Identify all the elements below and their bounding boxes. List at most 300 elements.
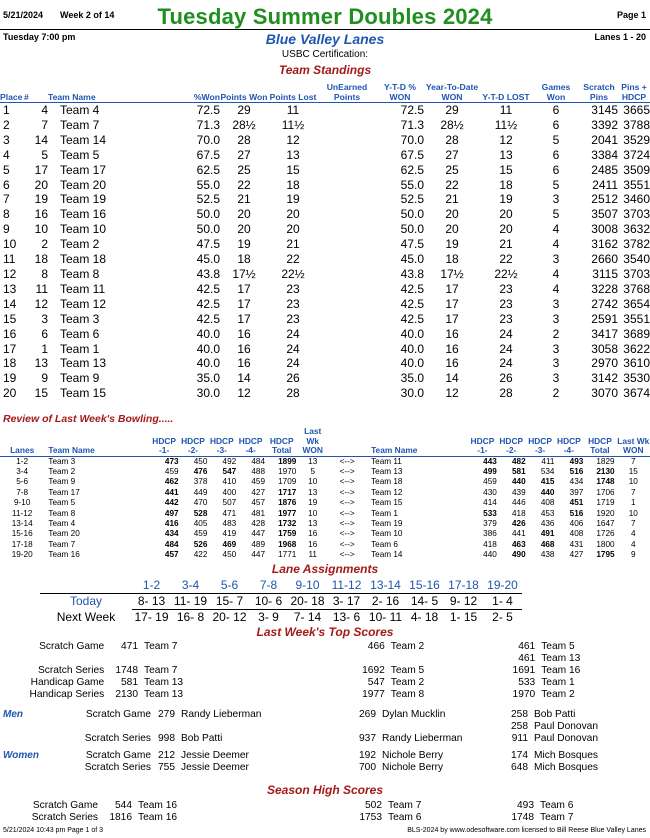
score-category <box>77 721 151 733</box>
standings-cell: 30.0 <box>400 386 424 401</box>
standings-cell: 17 <box>445 281 459 296</box>
review-team-name: Team 4 <box>48 518 76 528</box>
score-value <box>352 721 382 733</box>
standings-cell: 4 <box>41 103 48 117</box>
review-score: 440 <box>511 477 526 487</box>
score-section-label: Men <box>3 709 23 720</box>
standings-cell <box>318 297 376 312</box>
lane-pair: 2- 5 <box>492 610 513 624</box>
standings-cell: 10 <box>3 237 17 252</box>
standings-cell: 3 <box>552 192 560 207</box>
review-score: 457 <box>251 498 266 508</box>
center-name: Blue Valley Lanes <box>265 31 385 47</box>
review-score: 7 <box>631 518 636 528</box>
season-high-table <box>0 800 650 824</box>
standings-cell <box>318 386 376 401</box>
standings-cell: 12 <box>34 296 48 311</box>
standings-cell: 28 <box>499 386 513 401</box>
score-value: 502 <box>365 800 382 811</box>
standings-cell: 3530 <box>623 371 650 386</box>
standings-cell: 42.5 <box>196 281 220 296</box>
review-score: 581 <box>511 466 526 476</box>
review-score: 5 <box>310 466 315 476</box>
score-value: 493 <box>517 800 534 811</box>
review-score: 430 <box>483 487 497 497</box>
review-column-header: Last Wk WON <box>617 427 650 456</box>
score-value: 1753 <box>359 812 382 823</box>
review-score: 459 <box>251 477 266 487</box>
score-category: Scratch Series <box>84 733 151 744</box>
standings-cell: 5 <box>552 177 560 192</box>
review-lanes: 15-16 <box>11 529 33 539</box>
score-row <box>0 641 650 653</box>
lane-pair: 3- 9 <box>258 610 279 624</box>
standings-cell: 19 <box>3 371 17 386</box>
standings-cell <box>318 148 376 163</box>
standings-cell: 20 <box>445 222 459 237</box>
standings-column-header: %Won <box>178 82 220 103</box>
standings-cell: 16 <box>445 326 459 341</box>
standings-row <box>0 342 650 357</box>
review-vs-arrow: <--> <box>339 487 355 497</box>
standings-cell: 23 <box>286 311 300 326</box>
standings-cell: 7 <box>41 117 48 132</box>
score-value: 461 <box>518 653 536 664</box>
standings-cell: 22 <box>237 177 251 192</box>
score-section-label: Women <box>3 750 39 761</box>
standings-cell: 22½ <box>281 266 305 281</box>
standings-column-header: UnEarned Points <box>318 82 376 103</box>
lane-assignments-title: Lane Assignments <box>271 562 379 576</box>
lane-pair: 15- 7 <box>210 594 249 610</box>
standings-cell: 16 <box>3 326 17 341</box>
standings-column-header: Points Lost <box>268 82 318 103</box>
lane-number: 7-8 <box>249 578 288 594</box>
men-scores-table <box>0 709 650 745</box>
standings-cell: 72.5 <box>196 103 220 117</box>
standings-cell: 11 <box>3 252 16 267</box>
review-score: 1706 <box>596 487 615 497</box>
review-score: 441 <box>511 529 526 539</box>
page-number: Page 1 <box>616 10 646 20</box>
score-category: Handicap Game <box>30 677 105 688</box>
lane-pair: 13- 6 <box>332 610 361 624</box>
standings-cell: 3788 <box>623 117 650 132</box>
standings-row <box>0 356 650 371</box>
review-score: 462 <box>164 477 179 487</box>
standings-cell: 19 <box>286 192 300 207</box>
standings-cell: Team 8 <box>60 266 100 281</box>
standings-cell: 71.3 <box>196 117 220 132</box>
standings-row <box>0 297 650 312</box>
review-score: 434 <box>569 477 584 487</box>
standings-cell: 15 <box>286 162 300 177</box>
review-score: 516 <box>569 466 584 476</box>
standings-cell: 3 <box>552 371 560 386</box>
score-name: Team 7 <box>144 665 178 676</box>
standings-cell: Team 6 <box>60 326 100 341</box>
score-name <box>391 653 511 665</box>
review-score: 442 <box>164 498 179 508</box>
standings-cell <box>318 356 376 371</box>
score-section-label <box>0 762 77 774</box>
standings-column-header: Points Won <box>220 82 268 103</box>
standings-cell: 17 <box>445 311 459 326</box>
standings-cell: 2591 <box>591 311 618 326</box>
standings-row <box>0 371 650 386</box>
lane-today-label: Today <box>69 594 103 609</box>
top-scores-table <box>0 641 650 701</box>
standings-row <box>0 267 650 282</box>
standings-cell: 14 <box>3 296 17 311</box>
standings-cell: 50.0 <box>400 222 424 237</box>
score-row <box>0 665 650 677</box>
review-score: 440 <box>483 550 497 560</box>
score-name: Team 6 <box>388 812 422 823</box>
review-score: 450 <box>222 550 237 560</box>
review-vs-arrow: <--> <box>339 518 355 528</box>
standings-cell: 30.0 <box>196 386 220 401</box>
review-score: 427 <box>569 550 584 560</box>
standings-cell: 12 <box>445 386 459 401</box>
review-score: 1 <box>631 498 636 508</box>
review-score: 11 <box>308 550 317 560</box>
standings-row <box>0 192 650 207</box>
standings-cell: Team 13 <box>60 356 107 371</box>
review-lanes: 3-4 <box>16 466 29 476</box>
review-score: 428 <box>251 518 266 528</box>
footer-right: BLS-2024 by www.odesoftware.com licensed to Bill Reese Blue Valley Lanes <box>407 827 646 834</box>
review-score: 1829 <box>596 456 615 466</box>
review-row <box>0 477 650 487</box>
standings-cell: 20 <box>499 207 513 222</box>
standings-cell: 17½ <box>440 266 464 281</box>
standings-cell: 4 <box>3 147 10 162</box>
review-score: 443 <box>483 456 497 466</box>
footer-left: 5/21/2024 10:43 pm Page 1 of 3 <box>3 827 104 834</box>
standings-cell: 18 <box>34 252 48 267</box>
standings-cell: 3632 <box>623 222 650 237</box>
lane-number: 19-20 <box>483 578 522 594</box>
standings-row <box>0 207 650 222</box>
review-score: 484 <box>251 456 266 466</box>
review-score: 414 <box>483 498 497 508</box>
score-value: 212 <box>158 750 175 761</box>
standings-cell: 40.0 <box>400 326 424 341</box>
standings-row <box>0 282 650 297</box>
standings-cell: 55.0 <box>400 177 424 192</box>
standings-cell: 3551 <box>623 311 650 326</box>
standings-cell: 16 <box>237 356 251 371</box>
review-column-header: HDCP -1- <box>150 427 179 456</box>
standings-cell <box>318 312 376 327</box>
lane-next-row <box>40 610 522 626</box>
review-score: 1771 <box>278 550 297 560</box>
score-name: Team 5 <box>390 665 425 676</box>
review-score: 4 <box>631 529 636 539</box>
standings-cell: 28½ <box>440 117 464 132</box>
review-score: 426 <box>511 518 526 528</box>
standings-cell <box>318 327 376 342</box>
lane-number: 17-18 <box>444 578 483 594</box>
review-score: 1759 <box>278 529 297 539</box>
review-score: 386 <box>483 529 497 539</box>
standings-cell: 42.5 <box>400 311 424 326</box>
standings-row <box>0 178 650 193</box>
standings-cell: 4 <box>552 237 560 252</box>
day-time: Tuesday 7:00 pm <box>3 32 76 42</box>
standings-cell: 22½ <box>494 266 518 281</box>
standings-cell: Team 10 <box>60 222 107 237</box>
standings-cell: 3162 <box>591 237 618 252</box>
standings-cell: 6 <box>41 326 48 341</box>
standings-cell: 17 <box>3 341 17 356</box>
review-column-header: HDCP -3- <box>526 427 555 456</box>
score-section-label <box>0 665 29 677</box>
standings-cell: 11½ <box>281 117 305 132</box>
review-score: 470 <box>193 498 208 508</box>
standings-cell: 62.5 <box>400 162 424 177</box>
review-score: 471 <box>222 508 237 518</box>
score-category <box>29 653 104 665</box>
review-team-name: Team 10 <box>371 529 403 539</box>
review-score: 469 <box>222 539 237 549</box>
standings-cell: 24 <box>499 326 513 341</box>
score-name <box>382 721 504 733</box>
report-date: 5/21/2024 <box>3 10 44 20</box>
review-score: 1800 <box>596 539 615 549</box>
standings-cell: 42.5 <box>400 281 424 296</box>
standings-cell: 15 <box>3 311 17 326</box>
standings-cell: 16 <box>445 356 459 371</box>
standings-cell: 3 <box>552 311 560 326</box>
standings-cell: Team 4 <box>60 103 100 117</box>
lane-pair: 20- 12 <box>212 610 247 624</box>
standings-row <box>0 148 650 163</box>
review-score: 449 <box>193 487 208 497</box>
review-score: 484 <box>164 539 179 549</box>
standings-cell <box>318 178 376 193</box>
score-category: Scratch Game <box>85 709 151 720</box>
review-lanes: 19-20 <box>11 550 33 560</box>
standings-cell: 20 <box>237 222 251 237</box>
score-category: Scratch Series <box>37 665 105 676</box>
review-score: 1899 <box>278 456 297 466</box>
score-value <box>151 721 181 733</box>
standings-cell <box>318 222 376 237</box>
standings-cell <box>318 207 376 222</box>
review-score: 476 <box>193 466 208 476</box>
review-score: 446 <box>511 498 526 508</box>
score-name <box>181 721 352 733</box>
standings-cell: Team 18 <box>60 252 107 267</box>
standings-cell <box>318 237 376 252</box>
standings-cell: 3115 <box>592 266 618 281</box>
review-score: 1717 <box>278 487 297 497</box>
standings-cell: 18 <box>445 252 459 267</box>
score-name: Randy Lieberman <box>181 709 262 720</box>
standings-cell: 11 <box>499 103 513 117</box>
score-row <box>0 750 650 762</box>
standings-row <box>0 103 650 118</box>
review-team-name: Team 17 <box>48 487 80 497</box>
standings-cell: 2411 <box>592 177 618 192</box>
standings-cell: 72.5 <box>400 103 424 117</box>
week-label: Week 2 of 14 <box>60 10 115 20</box>
standings-cell <box>318 267 376 282</box>
standings-cell: 40.0 <box>400 356 424 371</box>
standings-cell: Team 17 <box>60 162 107 177</box>
review-score: 378 <box>193 477 208 487</box>
review-team-name: Team 13 <box>371 466 403 476</box>
standings-cell: 23 <box>499 281 513 296</box>
standings-cell: 11 <box>35 281 48 296</box>
score-name: Mich Bosques <box>534 750 598 761</box>
standings-cell: 3460 <box>623 192 650 207</box>
standings-cell: 50.0 <box>196 222 220 237</box>
score-value: 1691 <box>512 665 536 676</box>
score-value: 461 <box>518 641 536 652</box>
standings-cell: 50.0 <box>196 207 220 222</box>
lane-pair: 10- 6 <box>249 594 288 610</box>
score-name: Randy Lieberman <box>382 733 463 744</box>
review-score: 411 <box>541 456 555 466</box>
standings-cell: 13 <box>286 147 300 162</box>
standings-cell: 3703 <box>623 266 650 281</box>
standings-cell: 28 <box>286 386 300 401</box>
score-section-label <box>0 733 77 745</box>
review-score: 528 <box>193 508 208 518</box>
review-team-name: Team 5 <box>48 498 76 508</box>
standings-cell: 3228 <box>591 281 618 296</box>
score-value: 269 <box>359 709 376 720</box>
score-name: Nichole Berry <box>382 750 444 761</box>
score-name: Team 16 <box>541 665 581 676</box>
score-value: 1977 <box>362 689 385 700</box>
review-score: 438 <box>540 550 555 560</box>
standings-cell: 20 <box>237 207 251 222</box>
standings-cell: 67.5 <box>400 147 424 162</box>
review-score: 408 <box>569 529 584 539</box>
standings-cell: 26 <box>286 371 300 386</box>
score-name: Dylan Mucklin <box>382 709 446 720</box>
review-team-name: Team 6 <box>371 539 398 549</box>
review-row <box>0 498 650 508</box>
standings-cell: 12 <box>499 132 513 147</box>
lane-pair: 1- 15 <box>449 610 478 624</box>
standings-cell: 19 <box>237 237 251 252</box>
standings-cell: 3 <box>41 311 48 326</box>
score-name: Team 2 <box>541 689 575 700</box>
review-score: 408 <box>540 498 555 508</box>
score-name: Team 7 <box>540 812 574 823</box>
score-value: 466 <box>367 641 385 652</box>
standings-cell: 45.0 <box>196 252 220 267</box>
review-vs-arrow: <--> <box>339 477 355 487</box>
standings-cell: 6 <box>552 117 560 132</box>
review-score: 507 <box>222 498 237 508</box>
review-score: 434 <box>164 529 179 539</box>
score-value: 258 <box>511 721 528 732</box>
review-score: 416 <box>164 518 179 528</box>
score-name: Team 7 <box>144 641 178 652</box>
lane-pair: 20- 18 <box>288 594 327 610</box>
review-lanes: 7-8 <box>16 487 29 497</box>
standings-cell <box>318 192 376 207</box>
standings-cell: 15 <box>34 386 48 401</box>
score-name: Bob Patti <box>181 733 223 744</box>
season-high-title: Season High Scores <box>266 783 384 797</box>
standings-row <box>0 163 650 178</box>
review-score: 9 <box>631 550 636 560</box>
lane-pair: 7- 14 <box>293 610 322 624</box>
standings-cell: 2 <box>41 237 48 252</box>
score-row <box>0 677 650 689</box>
review-lanes: 1-2 <box>16 456 29 466</box>
score-category: Scratch Series <box>31 812 98 823</box>
review-score: 459 <box>164 466 179 476</box>
review-team-name: Team 19 <box>371 518 403 528</box>
score-name: Team 16 <box>138 812 178 823</box>
lane-pair: 1- 4 <box>483 594 522 610</box>
review-column-header: HDCP Total <box>583 427 616 456</box>
score-name <box>144 653 361 665</box>
score-value: 547 <box>367 677 385 688</box>
score-name: Paul Donovan <box>534 721 599 732</box>
score-row <box>0 733 650 745</box>
standings-cell: 19 <box>34 192 48 207</box>
standings-cell: 67.5 <box>196 147 220 162</box>
review-score: 16 <box>308 539 318 549</box>
standings-cell: 2 <box>3 117 10 132</box>
score-name: Team 1 <box>541 677 575 688</box>
standings-cell: 3417 <box>591 326 618 341</box>
standings-cell: 2660 <box>591 252 618 267</box>
standings-cell: 20 <box>3 386 17 401</box>
review-score: 4 <box>631 539 636 549</box>
score-value: 1748 <box>511 812 534 823</box>
score-value: 279 <box>158 709 175 720</box>
standings-cell: 43.8 <box>400 266 424 281</box>
review-score: 422 <box>193 550 208 560</box>
review-title: Review of Last Week's Bowling..... <box>3 413 174 425</box>
review-score: 1970 <box>278 466 297 476</box>
standings-column-header: Y-T-D % WON <box>376 82 424 103</box>
review-column-header: Lanes <box>0 427 44 456</box>
standings-cell: 62.5 <box>196 162 220 177</box>
review-column-header: HDCP -3- <box>207 427 236 456</box>
standings-cell: 3622 <box>623 341 650 356</box>
standings-row <box>0 327 650 342</box>
standings-cell: 4 <box>552 222 560 237</box>
standings-cell: 70.0 <box>400 132 424 147</box>
review-score: 1748 <box>596 477 615 487</box>
lane-pair: 10- 11 <box>368 610 403 624</box>
score-value: 998 <box>158 733 175 744</box>
score-value: 1692 <box>362 665 385 676</box>
standings-cell: 9 <box>3 222 10 237</box>
review-score: 489 <box>251 539 266 549</box>
standings-column-header: Place <box>0 82 24 103</box>
standings-title: Team Standings <box>278 63 372 77</box>
standings-cell: 3665 <box>623 103 650 117</box>
standings-cell: 12 <box>3 266 17 281</box>
standings-cell: 2485 <box>591 162 618 177</box>
score-name: Team 5 <box>541 641 575 652</box>
standings-cell: 22 <box>286 252 300 267</box>
standings-cell: Team 1 <box>60 341 100 356</box>
standings-cell: 12 <box>286 132 300 147</box>
